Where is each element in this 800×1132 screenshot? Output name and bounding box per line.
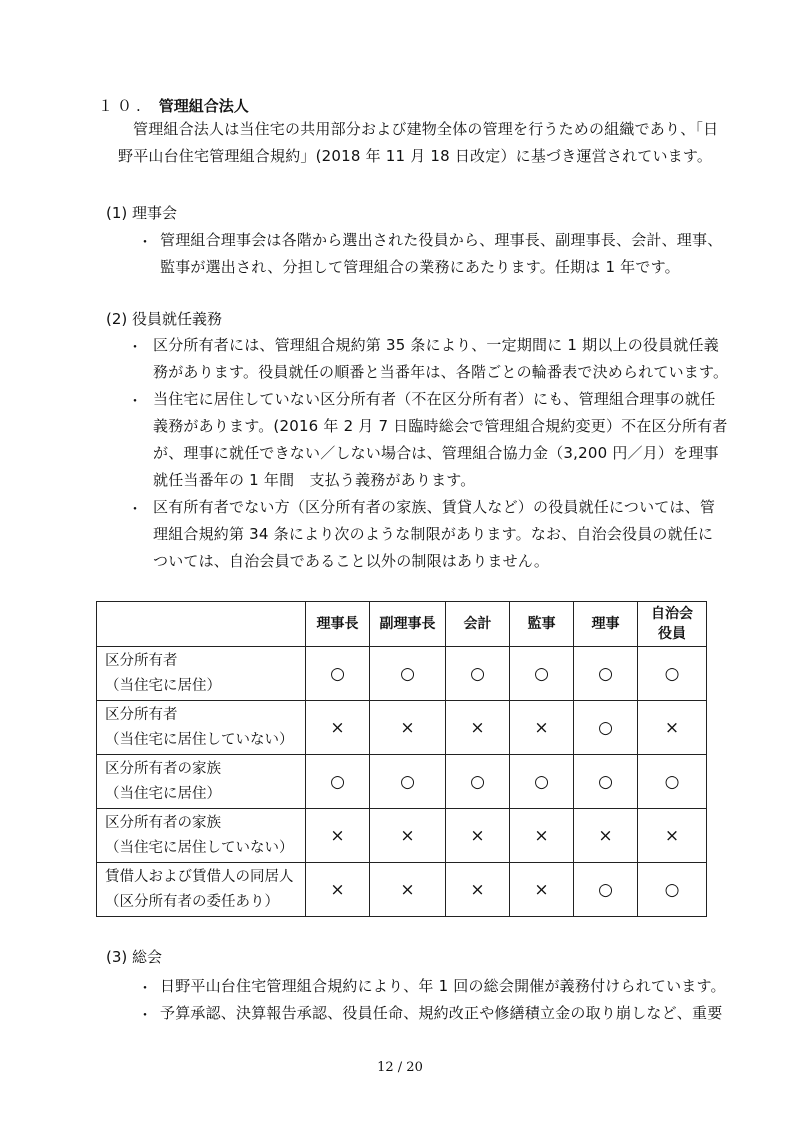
table-cell: × [370,701,446,755]
table-cell: × [306,701,370,755]
duty-bullet1-line-2: 務があります。役員就任の順番と当番年は、各階ごとの輪番表で決められています。 [153,363,729,381]
bullet-mark: ・ [138,981,152,997]
officer-eligibility-table [96,601,707,917]
table-row [97,647,707,701]
meeting-bullet-line-1: 日野平山台住宅管理組合規約により、年 1 回の総会開催が義務付けられています。 [160,977,726,995]
table-cell: ○ [638,647,707,701]
table-row [97,701,707,755]
section-heading [98,95,249,116]
row-label: 賃借人および賃借人の同居人 （区分所有者の委任あり） [97,863,306,917]
section-title: 管理組合法人 [158,97,249,115]
duty-bullet3-line-3: ついては、自治会員であること以外の制限はありません。 [153,552,550,570]
duty-bullet2-line-4: 就任当番年の 1 年間 支払う義務があります。 [153,471,476,489]
table-header-cell: 副理事長 [370,602,446,647]
table-cell: ○ [306,755,370,809]
bullet-mark: ・ [128,394,142,410]
duty-bullet3-line-1: 区有所有者でない方（区分所有者の家族、賃貸人など）の役員就任については、管 [153,498,716,516]
table-cell: ○ [510,647,574,701]
bullet-mark: ・ [138,235,152,251]
table-cell: ○ [638,755,707,809]
table-header-cell: 理事 [574,602,638,647]
table-cell: ○ [574,863,638,917]
section-number: １０. [98,97,145,115]
table-cell: ○ [370,755,446,809]
bullet-mark: ・ [128,502,142,518]
table-cell: × [446,863,510,917]
subsection-title-board: (1) 理事会 [106,204,178,222]
table-cell: × [574,809,638,863]
table-header-row [97,602,707,647]
row-label: 区分所有者 （当住宅に居住） [97,647,306,701]
duty-bullet2-line-2: 義務があります。(2016 年 2 月 7 日臨時総会で管理組合規約変更）不在区分所有者 [153,417,728,435]
intro-line-1: 管理組合法人は当住宅の共用部分および建物全体の管理を行うための組織であり、「日 [133,120,719,138]
table-cell: ○ [306,647,370,701]
subsection-title-general-meeting: (3) 総会 [106,948,163,966]
table-header-cell [97,602,306,647]
board-bullet-line-2: 監事が選出され、分担して管理組合の業務にあたります。任期は 1 年です。 [160,258,680,276]
subsection-title-duty: (2) 役員就任義務 [106,310,223,328]
table-cell: ○ [446,755,510,809]
table-cell: × [638,809,707,863]
table-cell: ○ [638,863,707,917]
table-cell: × [510,863,574,917]
table-header-cell: 監事 [510,602,574,647]
table-row [97,755,707,809]
table-cell: ○ [446,647,510,701]
table-header-cell: 自治会 役員 [638,602,707,647]
row-label: 区分所有者 （当住宅に居住していない） [97,701,306,755]
table-cell: × [510,809,574,863]
table-header-cell: 会計 [446,602,510,647]
board-bullet-line-1: 管理組合理事会は各階から選出された役員から、理事長、副理事長、会計、理事、 [160,231,723,249]
intro-line-2: 野平山台住宅管理組合規約」(2018 年 11 月 18 日改定）に基づき運営されています。 [118,147,713,165]
table-row [97,809,707,863]
bullet-mark: ・ [138,1008,152,1024]
table-cell: × [306,809,370,863]
table-cell: × [370,809,446,863]
table-cell: × [370,863,446,917]
table-cell: ○ [574,647,638,701]
table-cell: × [306,863,370,917]
duty-bullet2-line-1: 当住宅に居住していない区分所有者（不在区分所有者）にも、管理組合理事の就任 [153,390,716,408]
duty-bullet3-line-2: 理組合規約第 34 条により次のような制限があります。なお、自治会役員の就任に [153,525,714,543]
table-cell: × [510,701,574,755]
duty-bullet2-line-3: が、理事に就任できない／しない場合は、管理組合協力金（3,200 円／月）を理事 [153,444,719,462]
table-cell: × [446,809,510,863]
row-label: 区分所有者の家族 （当住宅に居住していない） [97,809,306,863]
bullet-mark: ・ [128,340,142,356]
table-cell: × [446,701,510,755]
table-cell: ○ [574,755,638,809]
table-cell: ○ [510,755,574,809]
meeting-bullet-line-2: 予算承認、決算報告承認、役員任命、規約改正や修繕積立金の取り崩しなど、重要 [160,1004,723,1022]
table-cell: ○ [370,647,446,701]
row-label: 区分所有者の家族 （当住宅に居住） [97,755,306,809]
table-cell: ○ [574,701,638,755]
duty-bullet1-line-1: 区分所有者には、管理組合規約第 35 条により、一定期間に 1 期以上の役員就任義 [153,336,719,354]
table-cell: × [638,701,707,755]
table-header-cell: 理事長 [306,602,370,647]
table-row [97,863,707,917]
page-number: 12 / 20 [377,1060,423,1075]
